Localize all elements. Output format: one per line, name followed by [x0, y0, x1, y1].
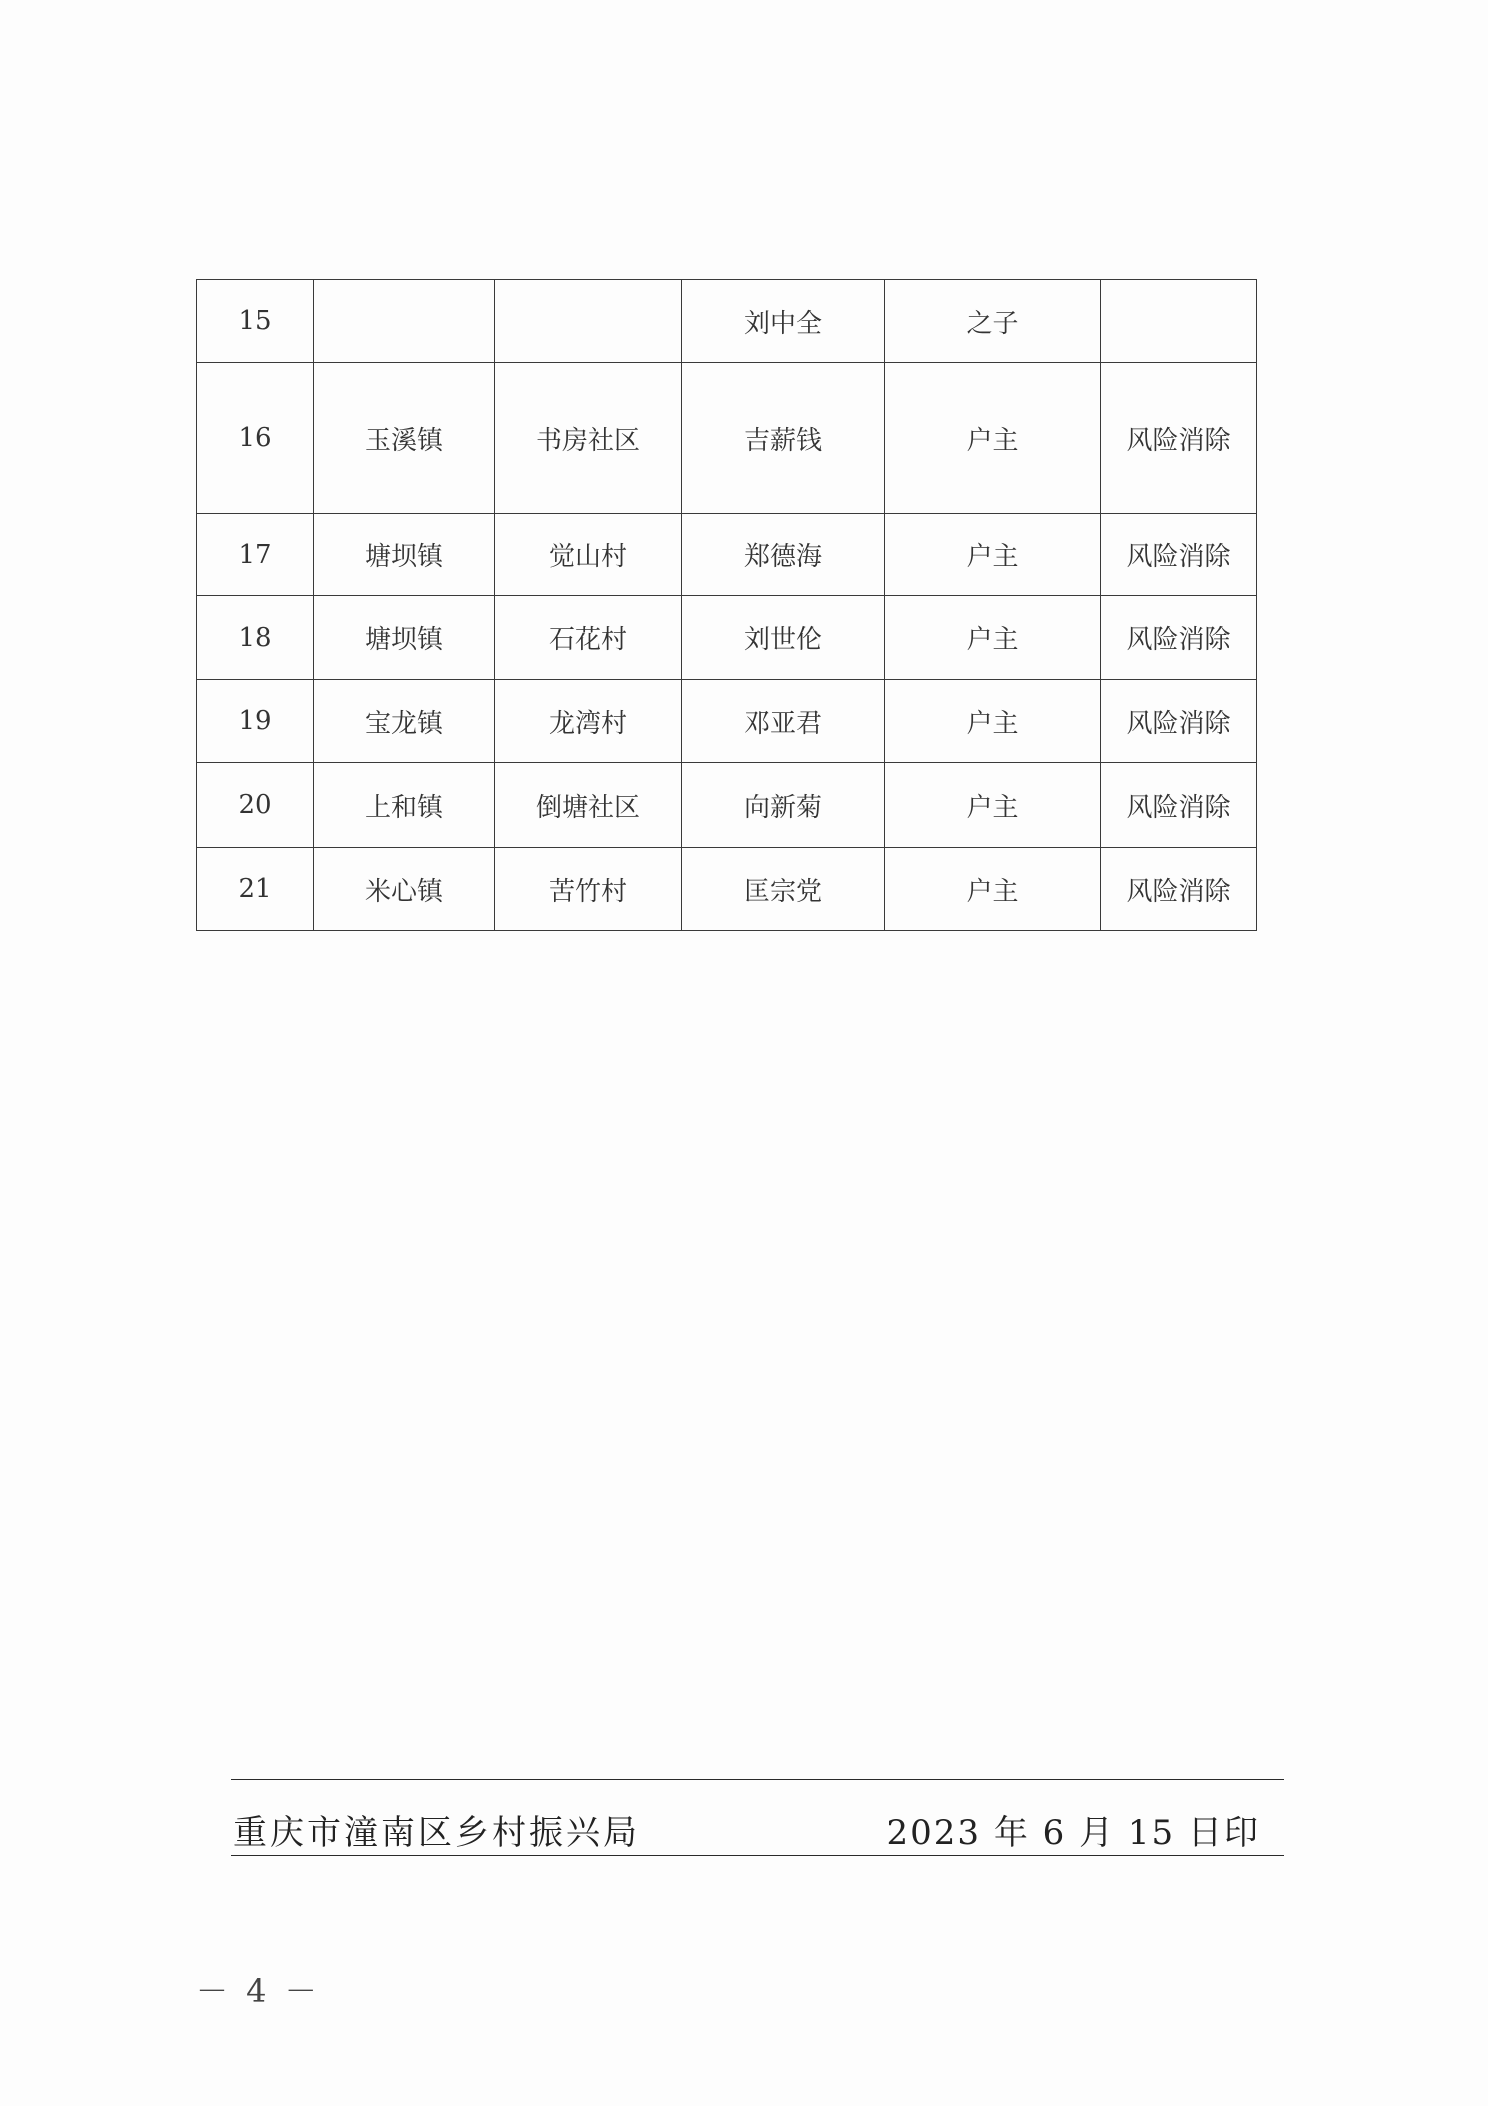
- status-cell: 风险消除: [1101, 363, 1257, 514]
- footer-top-rule: [231, 1779, 1284, 1780]
- table-row: [197, 280, 1257, 363]
- status-cell: 风险消除: [1101, 514, 1257, 596]
- status-cell: 风险消除: [1101, 763, 1257, 848]
- row-number-cell: 18: [197, 596, 314, 680]
- relation-cell: 户主: [885, 848, 1101, 931]
- village-cell: 苦竹村: [495, 848, 682, 931]
- town-cell: [314, 280, 495, 363]
- row-number-cell: 15: [197, 280, 314, 363]
- relation-cell: 之子: [885, 280, 1101, 363]
- town-cell: 上和镇: [314, 763, 495, 848]
- village-cell: 倒塘社区: [495, 763, 682, 848]
- village-cell: 龙湾村: [495, 680, 682, 763]
- town-cell: 米心镇: [314, 848, 495, 931]
- village-cell: 觉山村: [495, 514, 682, 596]
- relation-cell: 户主: [885, 596, 1101, 680]
- relation-cell: 户主: [885, 680, 1101, 763]
- table-row: [197, 680, 1257, 763]
- table-row: [197, 596, 1257, 680]
- village-cell: [495, 280, 682, 363]
- table-row: [197, 763, 1257, 848]
- row-number-cell: 21: [197, 848, 314, 931]
- town-cell: 塘坝镇: [314, 514, 495, 596]
- name-cell: 刘中全: [682, 280, 885, 363]
- status-cell: [1101, 280, 1257, 363]
- town-cell: 宝龙镇: [314, 680, 495, 763]
- name-cell: 吉薪钱: [682, 363, 885, 514]
- name-cell: 向新菊: [682, 763, 885, 848]
- footer-bottom-rule: [231, 1855, 1284, 1856]
- name-cell: 刘世伦: [682, 596, 885, 680]
- village-cell: 书房社区: [495, 363, 682, 514]
- household-table: [196, 279, 1257, 931]
- row-number-cell: 20: [197, 763, 314, 848]
- row-number-cell: 19: [197, 680, 314, 763]
- status-cell: 风险消除: [1101, 680, 1257, 763]
- town-cell: 塘坝镇: [314, 596, 495, 680]
- table-body: [197, 280, 1257, 931]
- status-cell: 风险消除: [1101, 596, 1257, 680]
- row-number-cell: 16: [197, 363, 314, 514]
- footer-organization: 重庆市潼南区乡村振兴局: [233, 1813, 640, 1853]
- name-cell: 邓亚君: [682, 680, 885, 763]
- footer-print-date: 2023 年 6 月 15 日印: [886, 1813, 1260, 1853]
- village-cell: 石花村: [495, 596, 682, 680]
- row-number-cell: 17: [197, 514, 314, 596]
- name-cell: 郑德海: [682, 514, 885, 596]
- page-number: － 4 －: [196, 1972, 321, 2010]
- relation-cell: 户主: [885, 763, 1101, 848]
- town-cell: 玉溪镇: [314, 363, 495, 514]
- status-cell: 风险消除: [1101, 848, 1257, 931]
- table-row: [197, 848, 1257, 931]
- table-row: [197, 514, 1257, 596]
- relation-cell: 户主: [885, 514, 1101, 596]
- table-row: [197, 363, 1257, 514]
- relation-cell: 户主: [885, 363, 1101, 514]
- name-cell: 匡宗党: [682, 848, 885, 931]
